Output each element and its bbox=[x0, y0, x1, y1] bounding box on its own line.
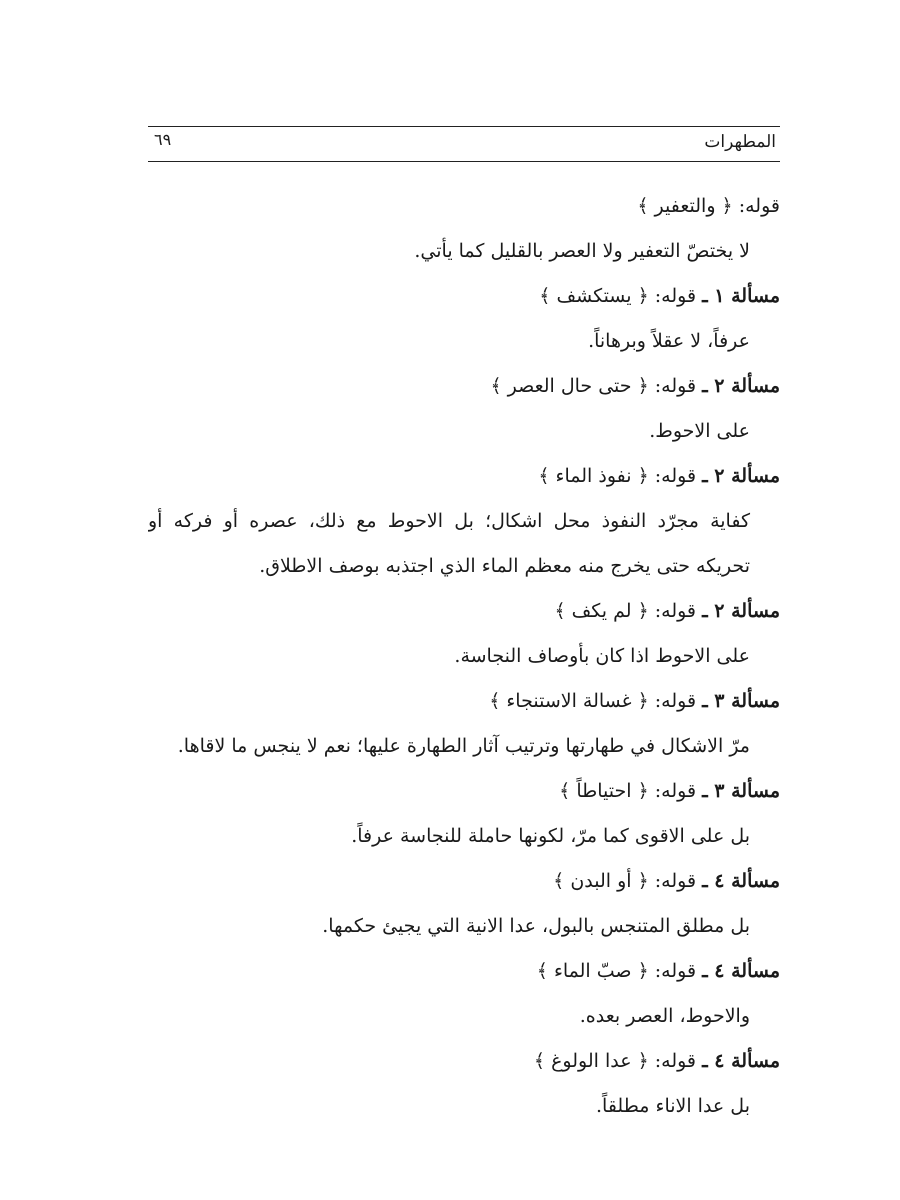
heading-line: مسألة ٤ ـ قوله: ﴿ صبّ الماء ﴾ bbox=[536, 960, 780, 982]
text-line-continued: تحريكه حتى يخرج منه معظم الماء الذي اجتذبه بوصف الاطلاق. bbox=[259, 555, 750, 577]
header-title: المطهرات bbox=[704, 132, 776, 152]
text-line: كفاية مجرّد النفوذ محل اشكال؛ بل الاحوط مع ذلك، عصره أو فركه أو bbox=[148, 510, 750, 532]
heading-line: مسألة ٣ ـ قوله: ﴿ غسالة الاستنجاء ﴾ bbox=[489, 690, 780, 712]
heading-line: مسألة ٢ ـ قوله: ﴿ نفوذ الماء ﴾ bbox=[538, 465, 780, 487]
text-line: بل على الاقوى كما مرّ، لكونها حاملة للنجاسة عرفاً. bbox=[351, 825, 750, 847]
text-line: بل مطلق المتنجس بالبول، عدا الانية التي يجيئ حكمها. bbox=[322, 915, 750, 937]
heading-line: مسألة ٣ ـ قوله: ﴿ احتياطاً ﴾ bbox=[559, 780, 780, 802]
text-line: بل عدا الاناء مطلقاً. bbox=[595, 1095, 750, 1117]
text-line: والاحوط، العصر بعده. bbox=[579, 1005, 750, 1027]
heading-line: مسألة ١ ـ قوله: ﴿ يستكشف ﴾ bbox=[539, 285, 780, 307]
text-line: على الاحوط اذا كان بأوصاف النجاسة. bbox=[454, 645, 750, 667]
heading-line: مسألة ٢ ـ قوله: ﴿ حتى حال العصر ﴾ bbox=[490, 375, 780, 397]
text-line: مرّ الاشكال في طهارتها وترتيب آثار الطهارة عليها؛ نعم لا ينجس ما لاقاها. bbox=[177, 735, 750, 757]
heading-line: مسألة ٤ ـ قوله: ﴿ عدا الولوغ ﴾ bbox=[533, 1050, 780, 1072]
text-line: عرفاً، لا عقلاً وبرهاناً. bbox=[588, 330, 750, 352]
running-header bbox=[148, 126, 780, 162]
heading-line: مسألة ٢ ـ قوله: ﴿ لم يكف ﴾ bbox=[554, 600, 780, 622]
text-line: لا يختصّ التعفير ولا العصر بالقليل كما يأتي. bbox=[414, 240, 750, 262]
text-line: على الاحوط. bbox=[649, 420, 750, 442]
heading-line: قوله: ﴿ والتعفير ﴾ bbox=[637, 195, 780, 217]
page-body bbox=[148, 186, 780, 1131]
heading-line: مسألة ٤ ـ قوله: ﴿ أو البدن ﴾ bbox=[553, 870, 780, 892]
page-number: ٦٩ bbox=[154, 130, 172, 149]
